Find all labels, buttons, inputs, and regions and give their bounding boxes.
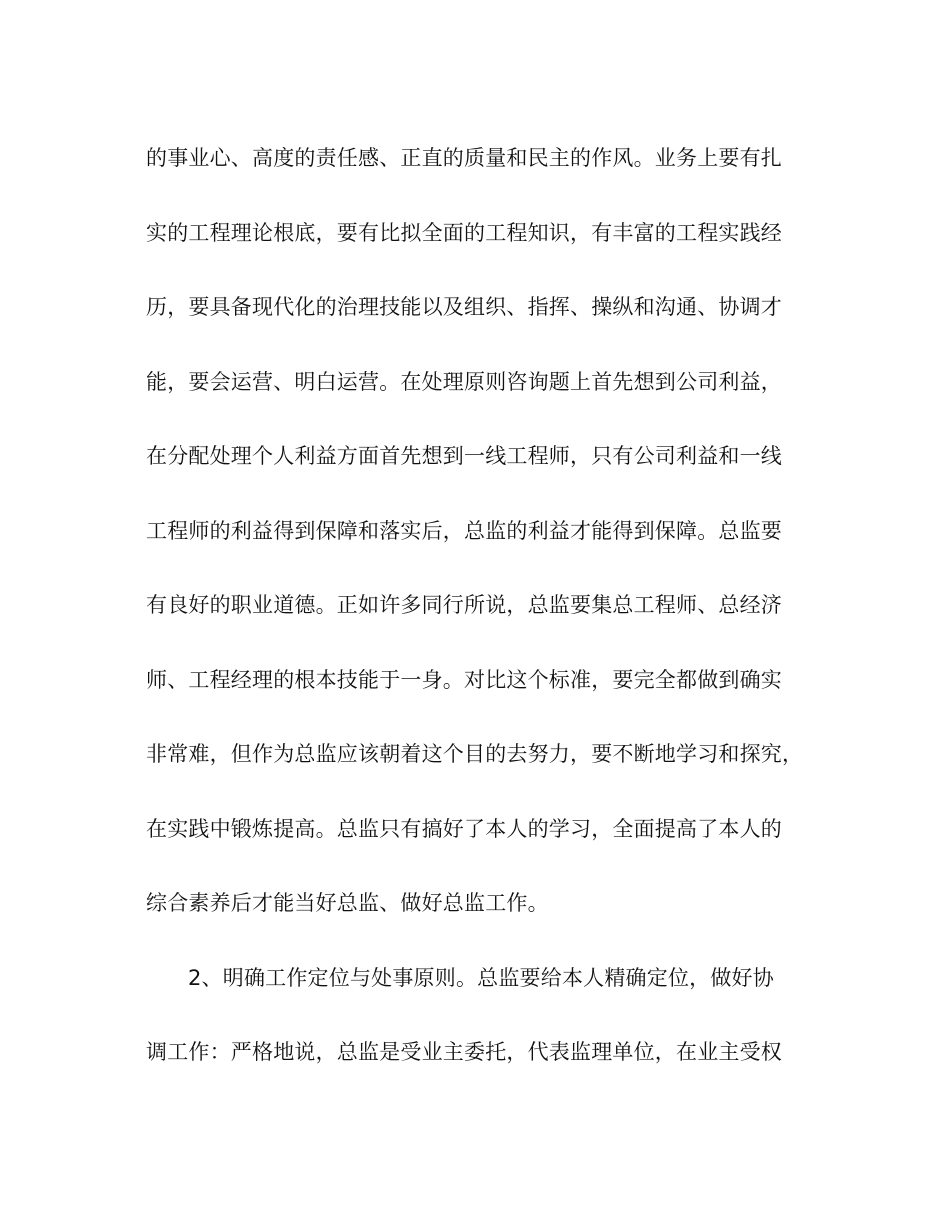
paragraph-line: 有良好的职业道德。正如许多同行所说，总监要集总工程师、总经济 bbox=[146, 593, 782, 617]
paragraph-line-indented: 2、明确工作定位与处事原则。总监要给本人精确定位，做好协 bbox=[188, 966, 774, 990]
paragraph-line: 实的工程理论根底，要有比拟全面的工程知识，有丰富的工程实践经 bbox=[146, 221, 782, 245]
paragraph-line: 综合素养后才能当好总监、做好总监工作。 bbox=[146, 891, 549, 915]
paragraph-line: 非常难，但作为总监应该朝着这个目的去努力，要不断地学习和探究， bbox=[146, 742, 804, 766]
paragraph-line: 师、工程经理的根本技能于一身。对比这个标准，要完全都做到确实 bbox=[146, 668, 782, 692]
paragraph-line: 能，要会运营、明白运营。在处理原则咨询题上首先想到公司利益， bbox=[146, 370, 782, 394]
paragraph-line: 历，要具备现代化的治理技能以及组织、指挥、操纵和沟通、协调才 bbox=[146, 295, 782, 319]
paragraph-line: 调工作：严格地说，总监是受业主委托，代表监理单位，在业主受权 bbox=[146, 1040, 782, 1064]
paragraph-line: 工程师的利益得到保障和落实后，总监的利益才能得到保障。总监要 bbox=[146, 519, 782, 543]
paragraph-line: 的事业心、高度的责任感、正直的质量和民主的作风。业务上要有扎 bbox=[146, 146, 782, 170]
paragraph-line: 在实践中锻炼提高。总监只有搞好了本人的学习，全面提高了本人的 bbox=[146, 817, 782, 841]
paragraph-line: 在分配处理个人利益方面首先想到一线工程师，只有公司利益和一线 bbox=[146, 444, 782, 468]
